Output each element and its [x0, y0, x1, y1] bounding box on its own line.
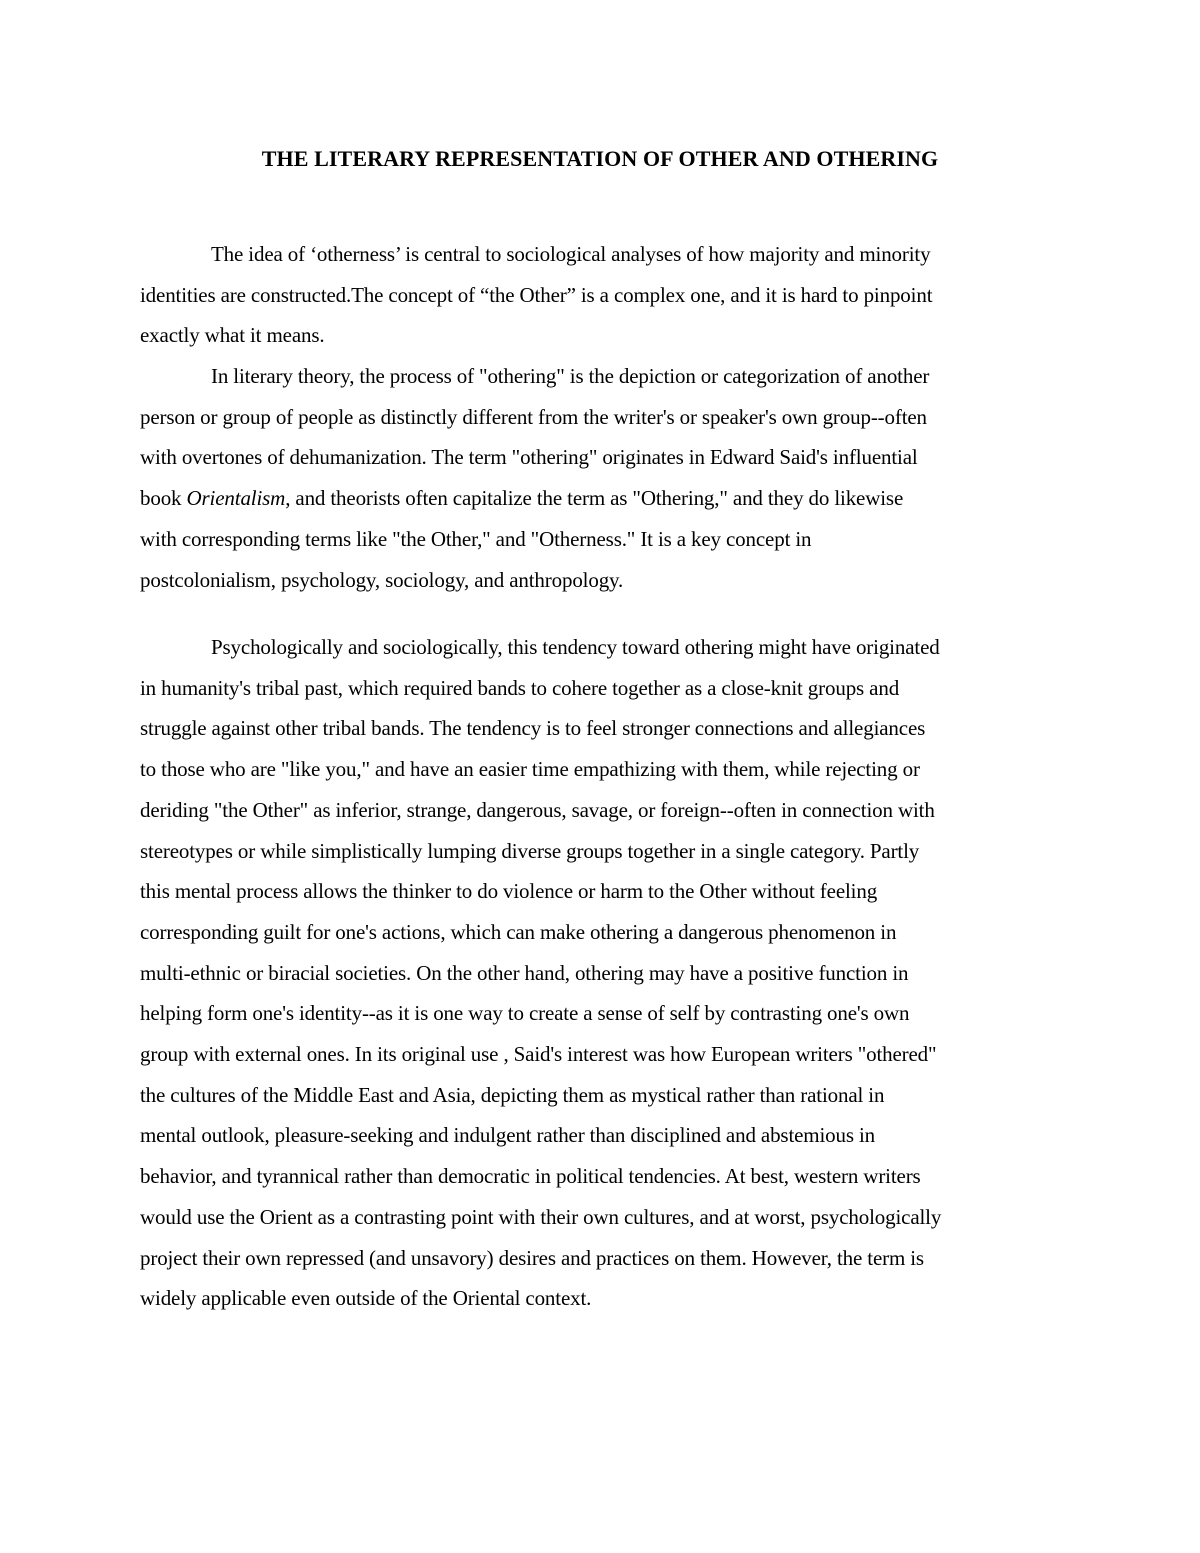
paragraph-literary-theory: [140, 356, 1060, 600]
text-line: helping form one's identity--as it is one way to create a sense of self by contrasting one's own: [140, 1001, 910, 1026]
text-line: project their own repressed (and unsavory) desires and practices on them. However, the term is: [140, 1245, 924, 1270]
text-line: struggle against other tribal bands. The tendency is to feel stronger connections and allegiances: [140, 716, 926, 741]
text-line: person or group of people as distinctly different from the writer's or speaker's own group--often: [140, 404, 927, 429]
text-line: with overtones of dehumanization. The term "othering" originates in Edward Said's influential: [140, 445, 918, 470]
text-fragment: , and theorists often capitalize the term as "Othering," and they do likewise: [285, 486, 904, 511]
text-line: this mental process allows the thinker to do violence or harm to the Other without feeling: [140, 879, 878, 904]
text-line: multi-ethnic or biracial societies. On the other hand, othering may have a positive function in: [140, 960, 909, 985]
text-line: in humanity's tribal past, which required bands to cohere together as a close-knit groups and: [140, 675, 900, 700]
text-line: postcolonialism, psychology, sociology, and anthropology.: [140, 567, 624, 592]
text-line: exactly what it means.: [140, 323, 325, 348]
paragraph-psychological-sociological: [140, 627, 1060, 1319]
text-line: Psychologically and sociologically, this tendency toward othering might have originated: [211, 635, 940, 659]
text-line: stereotypes or while simplistically lumping diverse groups together in a single category. Partly: [140, 838, 920, 863]
text-line: behavior, and tyrannical rather than democratic in political tendencies. At best, western writers: [140, 1164, 921, 1189]
text-line: would use the Orient as a contrasting point with their own cultures, and at worst, psychologically: [140, 1204, 942, 1229]
document-title: THE LITERARY REPRESENTATION OF OTHER AND OTHERING: [261, 146, 939, 171]
text-line: deriding "the Other" as inferior, strange, dangerous, savage, or foreign--often in connection with: [140, 797, 935, 822]
text-line: corresponding guilt for one's actions, which can make othering a dangerous phenomenon in: [140, 919, 897, 944]
book-title-orientalism: Orientalism: [186, 486, 286, 511]
text-line-orientalism: [140, 478, 1060, 519]
text-line: widely applicable even outside of the Oriental context.: [140, 1286, 592, 1311]
text-line: group with external ones. In its original use , Said's interest was how European writers "othered": [140, 1042, 937, 1067]
paragraph-otherness-intro: [140, 234, 1060, 356]
text-line: the cultures of the Middle East and Asia, depicting them as mystical rather than rational in: [140, 1082, 885, 1107]
text-line: with corresponding terms like "the Other," and "Otherness." It is a key concept in: [140, 526, 812, 551]
text-fragment: book: [140, 486, 187, 511]
text-line: to those who are "like you," and have an easier time empathizing with them, while rejecting or: [140, 757, 920, 782]
text-line: mental outlook, pleasure-seeking and indulgent rather than disciplined and abstemious in: [140, 1123, 876, 1148]
text-line: identities are constructed.The concept of “the Other” is a complex one, and it is hard to pinpoint: [140, 282, 933, 307]
text-line: In literary theory, the process of "othering" is the depiction or categorization of another: [211, 364, 930, 388]
text-line: The idea of ‘otherness’ is central to sociological analyses of how majority and minority: [211, 242, 931, 266]
